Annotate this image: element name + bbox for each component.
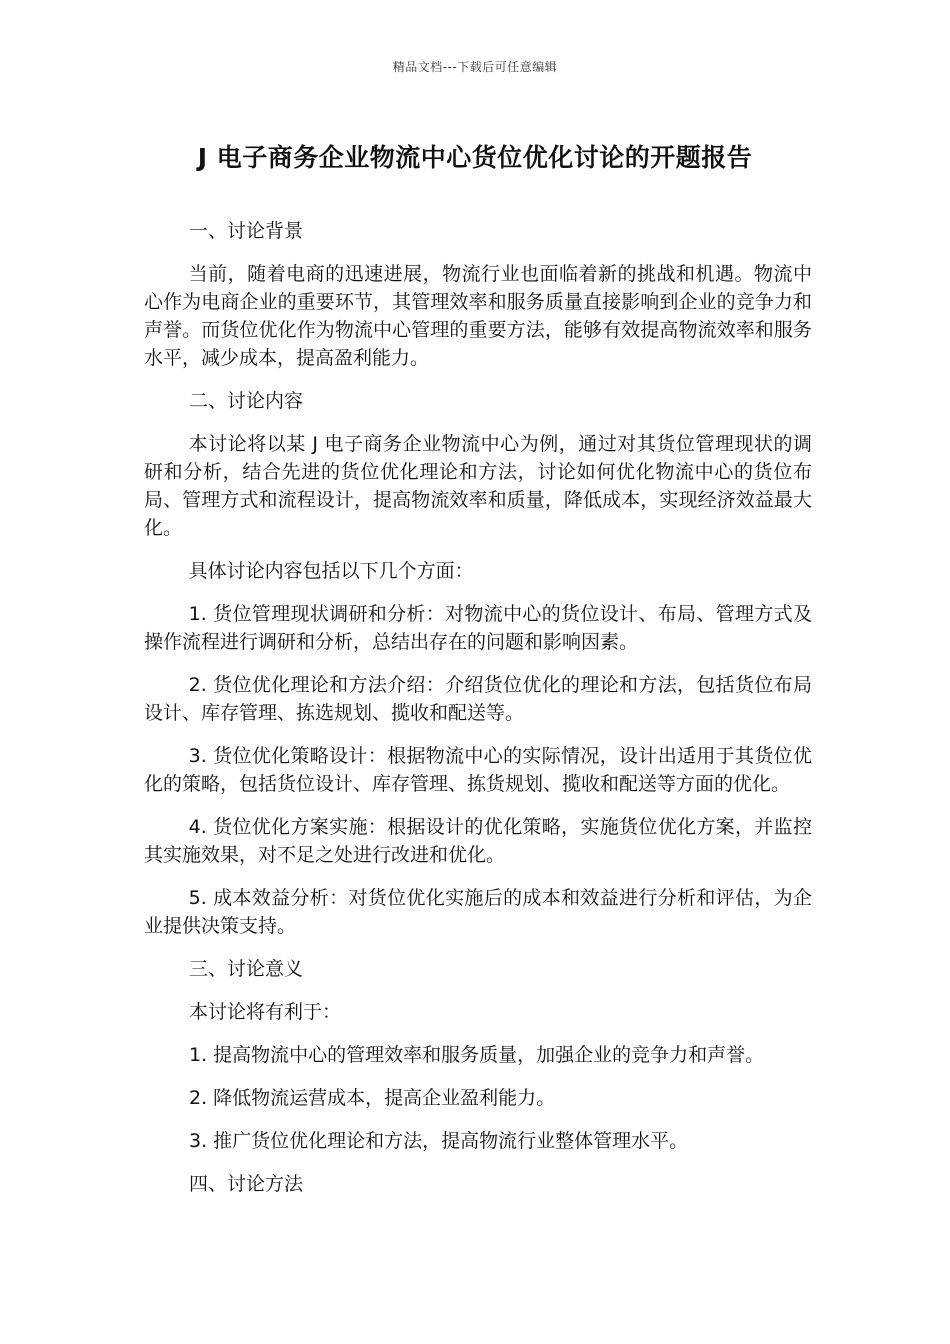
significance-item-2: 2. 降低物流运营成本，提高企业盈利能力。 bbox=[189, 1087, 556, 1109]
section-heading-background: 一、讨论背景 bbox=[189, 220, 304, 242]
significance-item-1: 1. 提高物流中心的管理效率和服务质量，加强企业的竞争力和声誉。 bbox=[189, 1044, 765, 1066]
header-note: 精品文档---下载后可任意编辑 bbox=[392, 60, 558, 74]
content-item-3: 3. 货位优化策略设计：根据物流中心的实际情况，设计出适用于其货位优化的策略，包括货位设计、库存管理、拣货规划、揽收和配送等方面的优化。 bbox=[144, 745, 812, 795]
section-heading-method: 四、讨论方法 bbox=[189, 1173, 304, 1195]
content-item-1: 1. 货位管理现状调研和分析：对物流中心的货位设计、布局、管理方式及操作流程进行调研和分析，总结出存在的问题和影响因素。 bbox=[144, 603, 812, 653]
significance-intro: 本讨论将有利于： bbox=[189, 1001, 342, 1023]
content-paragraph: 本讨论将以某 J 电子商务企业物流中心为例，通过对其货位管理现状的调研和分析，结合先进的货位优化理论和方法，讨论如何优化物流中心的货位布局、管理方式和流程设计，提高物流效率和质量，降低成本，实现经济效益最大化。 bbox=[144, 433, 812, 539]
content-intro: 具体讨论内容包括以下几个方面： bbox=[188, 560, 474, 582]
background-paragraph: 当前，随着电商的迅速进展，物流行业也面临着新的挑战和机遇。物流中心作为电商企业的重要环节，其管理效率和服务质量直接影响到企业的竞争力和声誉。而货位优化作为物流中心管理的重要方法，能够有效提高物流效率和服务水平，减少成本，提高盈利能力。 bbox=[144, 263, 812, 369]
significance-item-3: 3. 推广货位优化理论和方法，提高物流行业整体管理水平。 bbox=[189, 1130, 689, 1152]
section-heading-content: 二、讨论内容 bbox=[189, 390, 304, 412]
section-heading-significance: 三、讨论意义 bbox=[189, 958, 304, 980]
content-item-2: 2. 货位优化理论和方法介绍：介绍货位优化的理论和方法，包括货位布局设计、库存管理、拣选规划、揽收和配送等。 bbox=[144, 674, 812, 724]
content-item-5: 5. 成本效益分析：对货位优化实施后的成本和效益进行分析和评估，为企业提供决策支持。 bbox=[144, 887, 812, 937]
document-body bbox=[144, 217, 812, 1213]
content-item-4: 4. 货位优化方案实施：根据设计的优化策略，实施货位优化方案，并监控其实施效果，对不足之处进行改进和优化。 bbox=[144, 816, 812, 866]
document-title: J 电子商务企业物流中心货位优化讨论的开题报告 bbox=[197, 143, 753, 172]
